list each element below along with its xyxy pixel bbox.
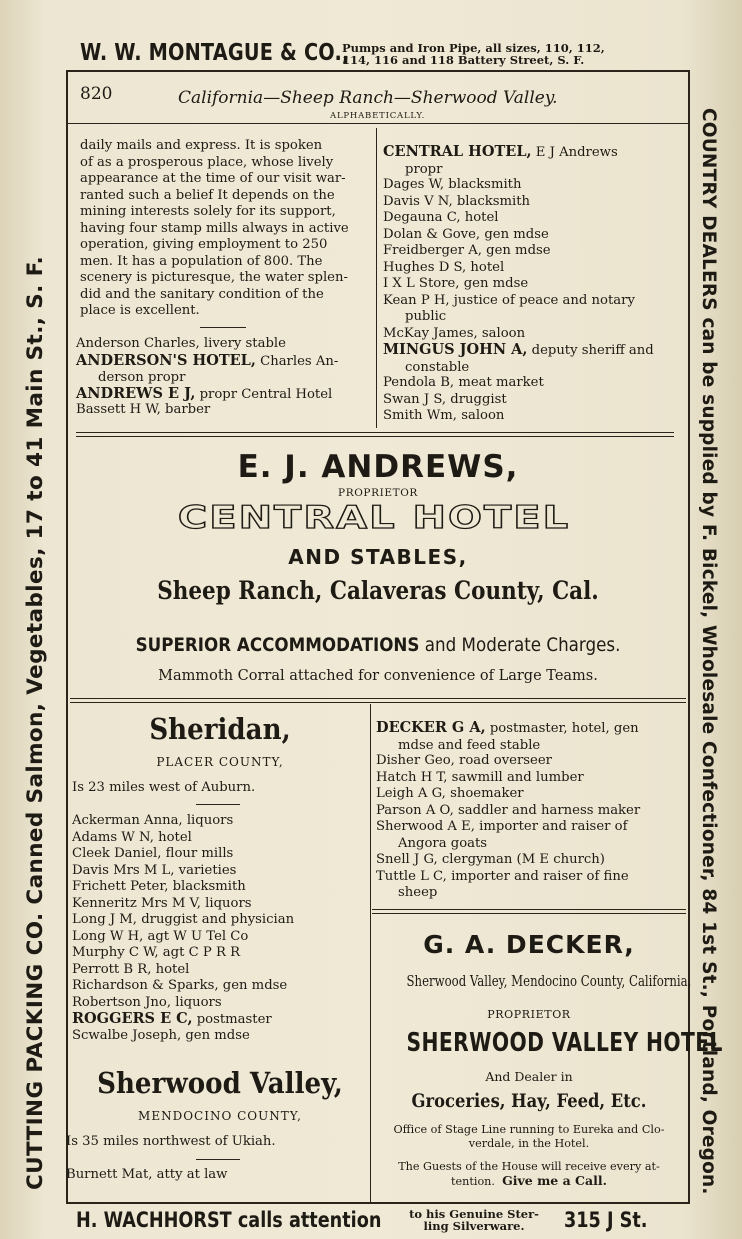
directory-entry	[383, 392, 683, 409]
sherwood-valley-heading: Sherwood Valley,	[97, 1066, 343, 1100]
lower-column-divider	[370, 704, 371, 1202]
entry-continuation: derson propr	[98, 370, 186, 385]
entry-occupation: hotel	[466, 259, 505, 275]
guests-line-1: The Guests of the House will receive every at-	[398, 1160, 660, 1173]
entry-occupation: road overseer	[454, 753, 552, 768]
sherwood-valley-hotel-title: SHERWOOD VALLEY HOTEL	[406, 1028, 723, 1058]
wachhorst-detail	[394, 1208, 554, 1232]
entry-name: Hatch H T,	[376, 769, 448, 785]
entry-continuation: public	[405, 309, 447, 324]
directory-entry	[72, 846, 368, 863]
ad-bottom-rule-2	[70, 702, 686, 703]
andrews-role: PROPRIETOR	[338, 487, 418, 499]
entry-occupation: saddler and harness maker	[453, 802, 641, 818]
description-line: did and the sanitary condition of the	[80, 286, 324, 302]
entry-occupation: liquors	[200, 895, 252, 911]
entry-name: Davis V N,	[383, 193, 453, 209]
sheridan-county: PLACER COUNTY,	[156, 755, 284, 769]
directory-entry	[383, 194, 683, 211]
directory-entry	[76, 402, 372, 419]
directory-entry	[76, 336, 372, 353]
entry-occupation: blacksmith	[168, 879, 246, 894]
directory-entry	[383, 177, 683, 194]
andrews-name: E. J. ANDREWS,	[237, 449, 519, 485]
directory-entry	[72, 962, 368, 979]
entry-name: ANDREWS E J,	[76, 384, 196, 402]
directory-entry	[376, 770, 682, 787]
directory-entry	[376, 753, 682, 770]
entry-occupation: hotel	[151, 961, 190, 977]
description-line: having four stamp mills always in active	[80, 220, 349, 236]
entry-continuation: propr	[405, 161, 443, 177]
description-line: place is excellent.	[80, 303, 200, 318]
entry-occupation: deputy sheriff and	[527, 343, 654, 358]
entry-occupation: sawmill and lumber	[447, 769, 584, 785]
entry-occupation: flour mills	[161, 846, 234, 861]
sheridan-heading: Sheridan,	[149, 712, 291, 746]
directory-entry	[376, 786, 682, 803]
entry-name: Parson A O,	[376, 802, 454, 818]
column-divider	[376, 128, 377, 428]
entry-name: Davis Mrs M L,	[72, 862, 175, 878]
directory-entry	[72, 1028, 368, 1045]
entry-occupation: postmaster	[192, 1012, 272, 1027]
entry-occupation: varieties	[174, 862, 237, 878]
directory-entry	[376, 819, 682, 852]
guests-line-2	[372, 1174, 686, 1189]
description-line: appearance at the time of our visit war-	[80, 171, 346, 186]
top-advertisement-banner	[80, 38, 680, 74]
directory-entry	[72, 863, 368, 880]
entry-name: Snell J G,	[376, 852, 438, 867]
sherwood-valley-county: MENDOCINO COUNTY,	[138, 1109, 302, 1123]
tagline-rest: and Moderate Charges.	[419, 634, 621, 656]
entry-occupation: shoemaker	[445, 786, 524, 801]
entry-name: McKay James,	[383, 325, 478, 341]
andrews-stables: AND STABLES,	[288, 545, 468, 569]
entry-occupation: saloon	[457, 408, 505, 423]
directory-entry	[72, 995, 368, 1012]
directory-entry	[383, 326, 683, 343]
directory-entry	[66, 1167, 366, 1184]
wachhorst-detail-line-1: to his Genuine Ster-	[409, 1207, 539, 1221]
entry-name: Adams W N,	[72, 829, 154, 845]
directory-entry	[76, 353, 372, 387]
stage-line-1: Office of Stage Line running to Eureka and Clo-	[393, 1123, 665, 1136]
directory-entry	[72, 813, 368, 830]
entry-occupation: agt W U Tel Co	[143, 928, 249, 944]
entry-continuation: Angora goats	[398, 835, 488, 851]
entry-continuation: mdse and feed stable	[398, 737, 541, 753]
page-subtitle: ALPHABETICALLY.	[330, 111, 426, 121]
directory-entry	[376, 869, 682, 902]
section-divider	[200, 327, 246, 328]
directory-entry	[383, 375, 683, 392]
left-margin-advertisement: CUTTING PACKING CO. Canned Salmon, Vegetables, 17 to 41 Main St., S. F.	[23, 255, 48, 1190]
ad-bottom-rule	[70, 698, 686, 699]
description-line: men. It has a population of 800. The	[80, 253, 323, 269]
entry-name: MINGUS JOHN A,	[383, 341, 528, 358]
directory-entry	[376, 720, 682, 754]
entry-occupation: gen mdse	[459, 276, 529, 291]
entry-name: Dages W,	[383, 177, 445, 192]
directory-entry	[72, 929, 368, 946]
section-divider	[196, 804, 240, 805]
central-hotel-title: CENTRAL HOTEL	[177, 500, 571, 536]
entry-continuation: constable	[405, 359, 470, 375]
decker-stage-line	[372, 1123, 686, 1150]
description-line: mining interests solely for its support,	[80, 204, 336, 219]
decker-name: G. A. DECKER,	[423, 930, 635, 959]
directory-entry	[383, 243, 683, 260]
entry-name: ANDERSON'S HOTEL,	[76, 351, 256, 369]
sheridan-distance: Is 23 miles west of Auburn.	[72, 780, 256, 795]
directory-entry	[383, 260, 683, 277]
entry-name: Anderson Charles,	[76, 336, 200, 351]
wachhorst-name: H. WACHHORST calls attention	[76, 1208, 382, 1232]
decker-ad-rule	[372, 909, 686, 910]
directory-entry	[383, 144, 683, 178]
entry-name: Burnett Mat,	[66, 1167, 153, 1182]
entry-name: Leigh A G,	[376, 786, 446, 801]
wachhorst-address: 315 J St.	[564, 1208, 648, 1232]
directory-entry	[383, 276, 683, 293]
decker-location: Sherwood Valley, Mendocino County, California.	[406, 972, 692, 990]
ad-top-rule	[76, 432, 674, 433]
entry-name: ROGGERS E C,	[72, 1010, 193, 1027]
entry-name: Swan J S,	[383, 391, 447, 407]
entry-occupation: liquors	[182, 813, 234, 828]
decker-ad-rule-2	[372, 913, 686, 914]
page-title: California—Sheep Ranch—Sherwood Valley.	[178, 88, 558, 108]
entry-occupation: livery stable	[199, 336, 286, 351]
entry-name: Kenneritz Mrs M V,	[72, 895, 201, 911]
page-number: 820	[80, 84, 113, 104]
directory-entry	[383, 227, 683, 244]
entry-name: Long W H,	[72, 928, 144, 944]
entry-occupation: E J Andrews	[531, 145, 618, 160]
directory-entry	[376, 852, 682, 869]
entry-occupation: Charles An-	[255, 353, 339, 369]
wachhorst-detail-line-2: ling Silverware.	[423, 1219, 525, 1233]
entry-name: Frichett Peter,	[72, 879, 169, 894]
entry-occupation: gen mdse	[218, 978, 288, 993]
description-line: operation, giving employment to 250	[80, 237, 328, 252]
right-margin-advertisement: COUNTRY DEALERS can be supplied by F. Bickel, Wholesale Confectioner, 84 1st St., Portland, Oregon.	[698, 108, 719, 1195]
andrews-tagline	[107, 634, 649, 656]
directory-entry	[383, 293, 683, 326]
directory-entry	[383, 342, 683, 376]
sherwood-valley-distance: Is 35 miles northwest of Ukiah.	[66, 1134, 276, 1149]
description-line: ranted such a belief It depends on the	[80, 187, 335, 203]
entry-name: CENTRAL HOTEL,	[383, 143, 532, 160]
andrews-corral: Mammoth Corral attached for convenience of Large Teams.	[158, 668, 598, 684]
entry-occupation: importer and raiser of	[474, 819, 628, 834]
entry-occupation: druggist and physician	[137, 912, 295, 927]
entry-name: Bassett H W,	[76, 402, 161, 417]
guests-call: Give me a Call.	[502, 1173, 607, 1188]
entry-continuation: sheep	[398, 885, 438, 900]
directory-entry	[383, 210, 683, 227]
directory-entry	[72, 945, 368, 962]
decker-dealer: And Dealer in	[485, 1069, 573, 1084]
entry-name: Hughes D S,	[383, 259, 467, 275]
decker-role: PROPRIETOR	[487, 1008, 571, 1021]
entry-name: Long J M,	[72, 912, 137, 927]
entry-name: Richardson & Sparks,	[72, 978, 219, 993]
entry-name: Sherwood A E,	[376, 819, 475, 834]
entry-occupation: druggist	[446, 391, 507, 407]
directory-entry	[72, 1011, 368, 1029]
ad-top-rule-2	[76, 436, 674, 437]
entry-name: Murphy C W,	[72, 945, 159, 960]
sheep-ranch-description	[80, 138, 374, 320]
entry-occupation: gen mdse	[181, 1027, 250, 1043]
entry-name: Perrott B R,	[72, 961, 152, 977]
entry-name: DECKER G A,	[376, 719, 486, 736]
description-line: of as a prosperous place, whose lively	[80, 154, 334, 170]
entry-occupation: hotel	[460, 210, 499, 225]
entry-name: Robertson Jno,	[72, 994, 172, 1010]
directory-entry	[72, 830, 368, 847]
decker-guests	[372, 1160, 686, 1189]
entry-occupation: saloon	[477, 325, 526, 341]
andrews-location: Sheep Ranch, Calaveras County, Cal.	[157, 576, 599, 605]
section-divider	[196, 1159, 240, 1160]
montague-name: W. W. MONTAGUE & CO.,	[80, 40, 350, 66]
entry-name: Tuttle L C,	[376, 868, 447, 884]
entry-name: Scwalbe Joseph,	[72, 1027, 182, 1043]
decker-goods: Groceries, Hay, Feed, Etc.	[411, 1090, 647, 1112]
entry-occupation: justice of peace and notary	[449, 292, 635, 308]
entry-occupation: importer and raiser of fine	[446, 868, 629, 884]
stage-line-2: verdale, in the Hotel.	[468, 1136, 590, 1150]
directory-entry	[76, 386, 372, 404]
entry-occupation: barber	[160, 402, 211, 417]
entry-name: Dolan & Gove,	[383, 226, 481, 242]
entry-name: Freidberger A,	[383, 243, 482, 258]
montague-detail-line-2: 114, 116 and 118 Battery Street, S. F.	[342, 53, 585, 67]
entry-name: Cleek Daniel,	[72, 846, 162, 861]
entry-occupation: blacksmith	[452, 193, 531, 209]
entry-occupation: agt C P R R	[158, 945, 240, 960]
montague-detail-line-1: Pumps and Iron Pipe, all sizes, 110, 112,	[342, 41, 605, 55]
entry-name: Ackerman Anna,	[72, 813, 183, 828]
directory-entry	[72, 912, 368, 929]
entry-name: Degauna C,	[383, 210, 461, 225]
entry-name: Disher Geo,	[376, 753, 455, 768]
montague-details	[342, 42, 682, 66]
entry-name: I X L Store,	[383, 276, 460, 291]
directory-entry	[72, 879, 368, 896]
entry-occupation: liquors	[171, 994, 222, 1010]
directory-entry	[72, 978, 368, 995]
entry-occupation: gen mdse	[480, 226, 549, 242]
header-rule	[68, 123, 688, 124]
entry-name: Kean P H,	[383, 292, 450, 308]
entry-occupation: propr Central Hotel	[195, 386, 333, 402]
tagline-bold: SUPERIOR ACCOMMODATIONS	[135, 634, 420, 656]
entry-occupation: postmaster, hotel, gen	[485, 721, 639, 736]
entry-occupation: clergyman (M E church)	[437, 852, 605, 867]
guests-attention: tention.	[451, 1175, 495, 1188]
entry-name: Smith Wm,	[383, 408, 457, 423]
entry-occupation: gen mdse	[481, 243, 551, 258]
directory-entry	[72, 896, 368, 913]
entry-occupation: atty at law	[152, 1167, 228, 1182]
description-line: daily mails and express. It is spoken	[80, 138, 323, 153]
entry-occupation: meat market	[454, 375, 544, 390]
directory-entry	[383, 408, 683, 425]
bottom-advertisement-banner	[76, 1206, 696, 1238]
entry-occupation: hotel	[153, 829, 192, 845]
entry-name: Pendola B,	[383, 375, 455, 390]
description-line: scenery is picturesque, the water splen-	[80, 270, 348, 285]
entry-occupation: blacksmith	[444, 177, 522, 192]
directory-entry	[376, 803, 682, 820]
